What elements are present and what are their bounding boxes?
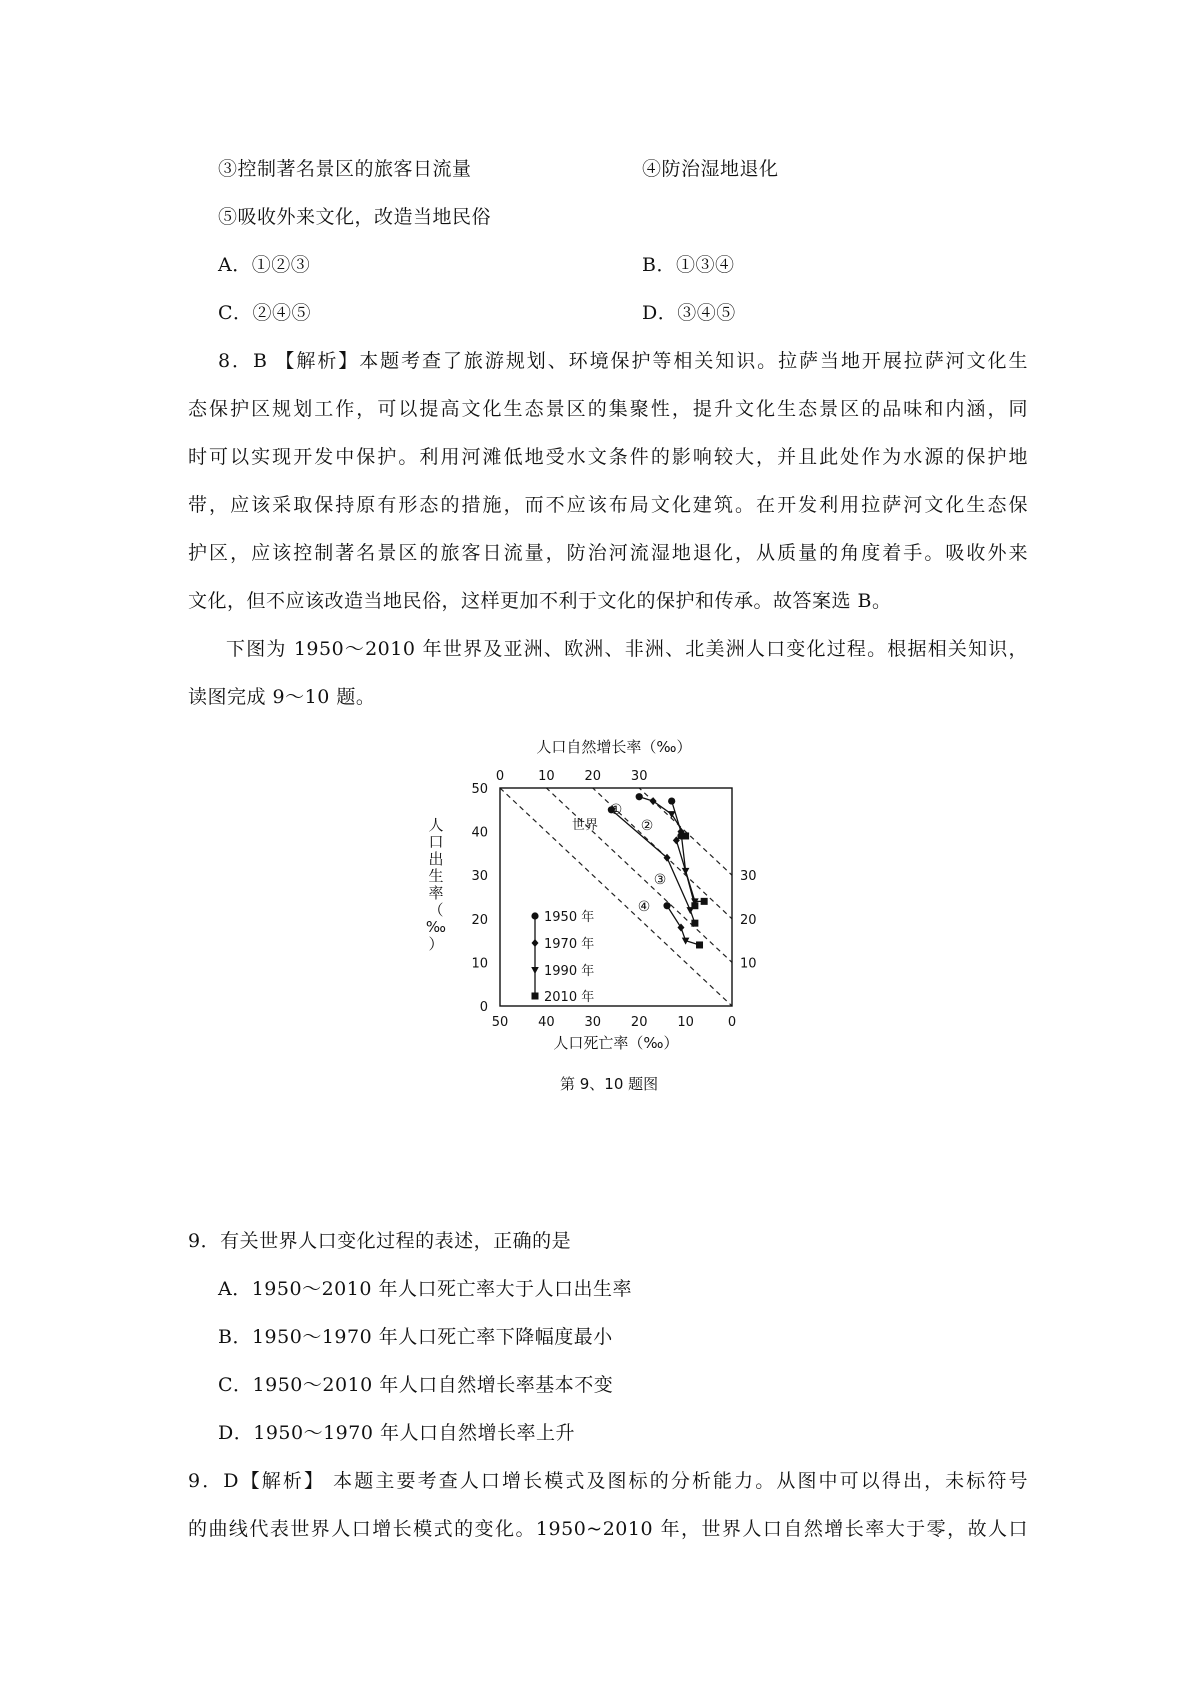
- analysis-8-line: 时可以实现开发中保护。利用河滩低地受水文条件的影响较大，并且此处作为水源的保护地: [188, 446, 1028, 468]
- left-axis-label-char: ‰: [425, 918, 447, 936]
- left-axis-label-char: 口: [428, 833, 444, 851]
- point-1990: [531, 967, 539, 974]
- analysis-8-line: 态保护区规划工作，可以提高文化生态景区的集聚性，提升文化生态景区的品味和内涵，同: [188, 398, 1028, 420]
- growth-isoline: [500, 730, 760, 962]
- q9-choice-c: C．1950～2010 年人口自然增长率基本不变: [218, 1374, 614, 1396]
- left-tick-label: 40: [471, 825, 488, 841]
- growth-isoline: [500, 730, 760, 919]
- choice-c: C．②④⑤: [218, 302, 312, 324]
- top-tick-label: 10: [538, 769, 555, 784]
- region-marker: ②: [640, 818, 654, 834]
- left-axis-label-char: 人: [428, 816, 444, 834]
- option-5-text: ⑤吸收外来文化，改造当地民俗: [218, 206, 492, 228]
- option-3-text: ③控制著名景区的旅客日流量: [218, 158, 472, 180]
- point-2010: [696, 941, 703, 948]
- option-4-text: ④防治湿地退化: [642, 158, 779, 180]
- analysis-8-line: 护区，应该控制著名景区的旅客日流量，防治河流湿地退化，从质量的角度着手。吸收外来: [188, 542, 1028, 564]
- left-tick-label: 0: [479, 1000, 488, 1015]
- region-marker: ③: [653, 872, 667, 888]
- analysis-9-line: 的曲线代表世界人口增长模式的变化。1950~2010 年，世界人口自然增长率大于零，故人口: [188, 1518, 1028, 1540]
- left-axis-label-char: （: [428, 901, 444, 919]
- figure-caption: 第 9、10 题图: [560, 1075, 659, 1093]
- intro-line: 下图为 1950～2010 年世界及亚洲、欧洲、非洲、北美洲人口变化过程。根据相关知识，: [226, 638, 1028, 660]
- question-9-stem: 9．有关世界人口变化过程的表述，正确的是: [188, 1230, 572, 1252]
- bottom-tick-label: 10: [677, 1015, 694, 1030]
- point-2010: [691, 920, 698, 927]
- left-tick-label: 20: [471, 912, 488, 928]
- left-axis-label-char: ）: [428, 935, 444, 953]
- world-label: 世界: [572, 818, 599, 833]
- analysis-9-line: 9．D【解析】 本题主要考查人口增长模式及图标的分析能力。从图中可以得出，未标符号: [188, 1470, 1028, 1492]
- legend-label: 2010 年: [544, 990, 595, 1005]
- left-tick-label: 10: [471, 956, 488, 972]
- point-1950: [636, 793, 643, 800]
- legend-label: 1990 年: [544, 964, 595, 979]
- bottom-tick-label: 0: [727, 1015, 737, 1030]
- right-tick-label: 10: [740, 956, 757, 972]
- top-tick-label: 0: [495, 769, 505, 784]
- point-1950: [677, 832, 684, 839]
- left-axis-label-char: 率: [428, 884, 444, 902]
- population-chart: [420, 730, 760, 1075]
- point-1950: [531, 912, 538, 919]
- intro-line: 读图完成 9～10 题。: [188, 686, 376, 708]
- point-2010: [701, 898, 708, 905]
- right-tick-label: 20: [740, 912, 757, 928]
- analysis-8-line: 带，应该采取保持原有形态的措施，而不应该布局文化建筑。在开发利用拉萨河文化生态保: [188, 494, 1028, 516]
- analysis-8-line: 8．B 【解析】本题考查了旅游规划、环境保护等相关知识。拉萨当地开展拉萨河文化生: [218, 350, 1028, 372]
- q9-choice-b: B．1950～1970 年人口死亡率下降幅度最小: [218, 1326, 613, 1348]
- left-tick-label: 30: [471, 869, 488, 885]
- bottom-tick-label: 30: [584, 1015, 602, 1030]
- bottom-tick-label: 40: [538, 1015, 555, 1030]
- point-1950: [668, 797, 675, 804]
- point-1990: [668, 811, 676, 818]
- legend-label: 1970 年: [544, 937, 595, 952]
- top-tick-label: 30: [630, 769, 648, 784]
- growth-isoline: [500, 788, 760, 1050]
- point-1950: [663, 902, 670, 909]
- top-tick-label: 20: [584, 769, 602, 784]
- bottom-axis-label: 人口死亡率（‰）: [553, 1034, 679, 1052]
- point-1990: [682, 868, 690, 875]
- choice-d: D．③④⑤: [642, 302, 736, 324]
- region-marker: ④: [637, 899, 651, 915]
- right-tick-label: 30: [740, 869, 757, 885]
- point-1970: [650, 797, 657, 805]
- bottom-tick-label: 50: [491, 1015, 509, 1030]
- choice-a: A．①②③: [218, 254, 311, 276]
- legend-label: 1950 年: [544, 910, 595, 925]
- left-axis-label-char: 出: [428, 850, 444, 868]
- bottom-tick-label: 20: [630, 1015, 648, 1030]
- point-1970: [532, 939, 539, 947]
- left-axis-label-char: 生: [428, 867, 444, 885]
- analysis-8-line: 文化，但不应该改造当地民俗，这样更加不利于文化的保护和传承。故答案选 B。: [188, 590, 892, 612]
- point-2010: [532, 993, 539, 1000]
- q9-choice-d: D．1950～1970 年人口自然增长率上升: [218, 1422, 575, 1444]
- left-tick-label: 50: [471, 782, 488, 797]
- q9-choice-a: A．1950～2010 年人口死亡率大于人口出生率: [218, 1278, 632, 1300]
- choice-b: B．①③④: [642, 254, 735, 276]
- region-marker: ①: [609, 802, 623, 818]
- top-axis-label: 人口自然增长率（‰）: [536, 738, 692, 756]
